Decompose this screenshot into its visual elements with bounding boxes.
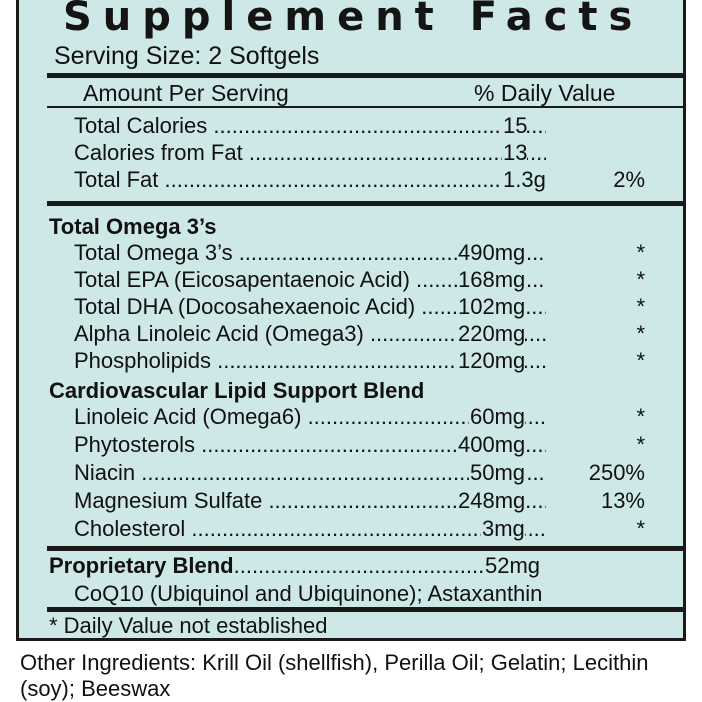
nutrient-row <box>19 294 689 321</box>
header-amount-per-serving: Amount Per Serving <box>83 80 289 106</box>
nutrient-row <box>19 167 689 194</box>
nutrient-amount: 400mg <box>458 432 526 457</box>
section-cardio-heading: Cardiovascular Lipid Support Blend <box>49 378 425 403</box>
serving-size: Serving Size: 2 Softgels <box>54 42 320 70</box>
nutrient-amount: 168mg <box>458 267 526 292</box>
nutrient-amount: 15 <box>503 113 528 138</box>
nutrient-label: Phytosterols ..... <box>74 432 546 458</box>
nutrient-daily-value: * <box>636 267 645 292</box>
nutrient-label: Total Fat ..... <box>74 167 546 193</box>
nutrient-amount: 3mg <box>482 516 525 541</box>
nutrient-label: Total DHA (Docosahexaenoic Acid) ..... <box>74 294 546 320</box>
nutrient-row <box>19 404 689 431</box>
nutrient-daily-value: * <box>636 404 645 429</box>
other-ingredients: Other Ingredients: Krill Oil (shellfish), Perilla Oil; Gelatin; Lecithin (soy); Beeswax <box>20 650 649 701</box>
nutrient-daily-value: 13% <box>600 488 645 513</box>
proprietary-contents: CoQ10 (Ubiquinol and Ubiquinone); Astaxanthin <box>74 581 543 606</box>
nutrient-row <box>19 321 689 348</box>
nutrient-row <box>19 267 689 294</box>
nutrient-label: Alpha Linoleic Acid (Omega3) ..... <box>74 321 546 347</box>
nutrient-amount: 50mg <box>470 460 526 485</box>
proprietary-label: Proprietary Blend ..... <box>49 553 485 579</box>
nutrient-amount: 120mg <box>458 348 526 373</box>
proprietary-row <box>19 553 689 580</box>
nutrient-amount: 490mg <box>458 240 526 265</box>
nutrient-amount: 102mg <box>458 294 526 319</box>
nutrient-row <box>19 240 689 267</box>
nutrient-row <box>19 348 689 375</box>
nutrient-daily-value: * <box>636 516 645 541</box>
nutrient-daily-value: * <box>636 321 645 346</box>
rule-header <box>47 106 685 108</box>
nutrient-daily-value: 2% <box>613 167 645 192</box>
nutrient-amount: 248mg <box>458 488 526 513</box>
header-daily-value: % Daily Value <box>474 80 616 106</box>
nutrient-row <box>19 460 689 487</box>
nutrient-row <box>19 140 689 167</box>
nutrient-label: Niacin ..... <box>74 460 546 486</box>
nutrient-daily-value: 250% <box>588 460 645 485</box>
nutrient-amount: 60mg <box>470 404 526 429</box>
nutrient-daily-value: * <box>636 348 645 373</box>
nutrient-amount: 13 <box>503 140 528 165</box>
nutrient-label: Cholesterol ..... <box>74 516 546 542</box>
supplement-facts-panel <box>16 0 686 641</box>
nutrient-row <box>19 432 689 459</box>
nutrient-amount: 1.3g <box>503 167 546 192</box>
nutrient-daily-value: * <box>636 240 645 265</box>
nutrient-label: Phospholipids ..... <box>74 348 546 374</box>
nutrient-label: Magnesium Sulfate ..... <box>74 488 546 514</box>
rule-footnote <box>47 607 685 612</box>
nutrient-label: Calories from Fat ..... <box>74 140 546 166</box>
rule-top <box>47 73 685 78</box>
footnote: * Daily Value not established <box>49 613 328 638</box>
rule-proprietary <box>47 546 685 551</box>
nutrient-label: Total Calories ..... <box>74 113 546 139</box>
proprietary-amount: 52mg <box>485 553 541 578</box>
nutrient-daily-value: * <box>636 294 645 319</box>
nutrient-daily-value: * <box>636 432 645 457</box>
nutrient-amount: 220mg <box>458 321 526 346</box>
rule-calories <box>47 201 685 206</box>
nutrient-row <box>19 113 689 140</box>
nutrient-label: Total EPA (Eicosapentaenoic Acid) ..... <box>74 267 546 293</box>
panel-title: Supplement Facts <box>63 0 644 40</box>
nutrient-row <box>19 488 689 515</box>
nutrient-label: Linoleic Acid (Omega6) ..... <box>74 404 546 430</box>
nutrient-label: Total Omega 3’s ..... <box>74 240 546 266</box>
nutrient-row <box>19 516 689 543</box>
section-omega-heading: Total Omega 3’s <box>49 214 217 239</box>
